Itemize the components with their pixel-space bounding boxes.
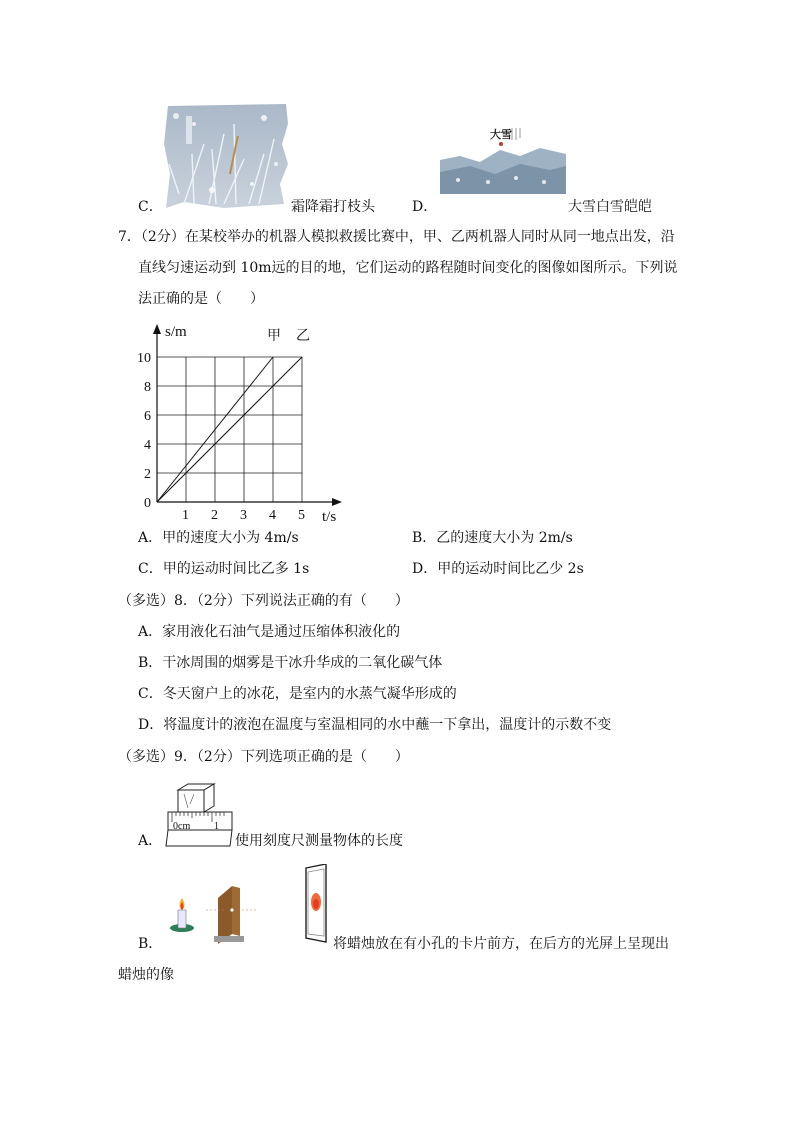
pinhole-camera-icon: [166, 864, 332, 944]
q7-stem-line1: 7．（2分）在某校举办的机器人模拟救援比赛中，甲、乙两机器人同时从同一地点出发，沿: [118, 229, 675, 245]
x-axis-arrow: [332, 498, 342, 506]
series-label-1: 甲: [267, 329, 281, 344]
q7-option-b: B．乙的速度大小为 2m/s: [412, 530, 573, 546]
snow-poster-icon: [440, 120, 566, 194]
q6-option-d-text: 大雪白雪皑皑: [568, 199, 652, 215]
ruler-label-1: 1: [214, 821, 219, 832]
x-tick-label: 2: [211, 508, 218, 523]
q8-option-d: D．将温度计的液泡在温度与室温相同的水中蘸一下拿出，温度计的示数不变: [138, 717, 612, 733]
q8-stem: （多选）8．（2分）下列说法正确的有（ ）: [118, 593, 409, 609]
y-axis-label: s/m: [165, 324, 187, 340]
chart-series: [157, 357, 302, 502]
q9-option-b-text-line1: 将蜡烛放在有小孔的卡片前方，在后方的光屏上呈现出: [333, 936, 669, 952]
q6-option-c-image: [164, 104, 290, 208]
q6-option-c-letter: C．: [138, 199, 163, 215]
q9-stem: （多选）9．（2分）下列选项正确的是（ ）: [118, 749, 409, 765]
series-label-2: 乙: [296, 329, 310, 344]
chart-labels: [137, 324, 336, 525]
q7-stem-line2: 直线匀速运动到 10m远的目的地，它们运动的路程随时间变化的图像如图所示。下列说: [138, 260, 678, 276]
y-tick-label: 8: [144, 380, 151, 395]
frost-grass-icon: [164, 104, 290, 208]
q7-option-a: A．甲的速度大小为 4m/s: [138, 530, 299, 546]
distance-time-chart: [130, 320, 360, 525]
series-line-2: [157, 357, 302, 502]
q8-option-b: B．干冰周围的烟雾是干冰升华成的二氧化碳气体: [138, 655, 443, 671]
q6-option-d-letter: D．: [412, 199, 438, 215]
origin-label: 0: [144, 496, 151, 511]
y-tick-label: 4: [144, 438, 151, 453]
ruler-label-0: 0cm: [173, 821, 191, 832]
q9-option-b-letter: B．: [138, 936, 163, 952]
y-tick-label: 10: [137, 351, 151, 366]
poster-title: 大雪: [490, 129, 512, 141]
q9-option-a-letter: A．: [138, 833, 163, 849]
ruler-measurement-icon: [164, 782, 234, 848]
y-tick-label: 2: [144, 467, 151, 482]
q9-option-a-image: [164, 782, 234, 848]
q7-stem-line3: 法正确的是（ ）: [138, 291, 264, 307]
x-tick-label: 5: [298, 508, 305, 523]
x-axis-label: t/s: [322, 509, 337, 525]
q9-option-b-image: [166, 864, 332, 944]
q8-option-a: A．家用液化石油气是通过压缩体积液化的: [138, 624, 401, 640]
q9-option-a-text: 使用刻度尺测量物体的长度: [235, 833, 403, 849]
q8-option-c: C．冬天窗户上的冰花，是室内的水蒸气凝华形成的: [138, 686, 457, 702]
x-tick-label: 3: [240, 508, 247, 523]
q7-chart: [130, 320, 360, 525]
q9-option-b-text-line2: 蜡烛的像: [118, 967, 174, 983]
q6-option-d-image: [440, 120, 566, 194]
y-tick-label: 6: [144, 409, 151, 424]
y-axis-arrow: [153, 324, 161, 334]
q7-option-d: D．甲的运动时间比乙少 2s: [412, 561, 584, 577]
x-tick-label: 1: [182, 508, 189, 523]
q7-option-c: C．甲的运动时间比乙多 1s: [138, 561, 310, 577]
x-tick-label: 4: [269, 508, 276, 523]
q6-option-c-text: 霜降霜打枝头: [291, 199, 375, 215]
